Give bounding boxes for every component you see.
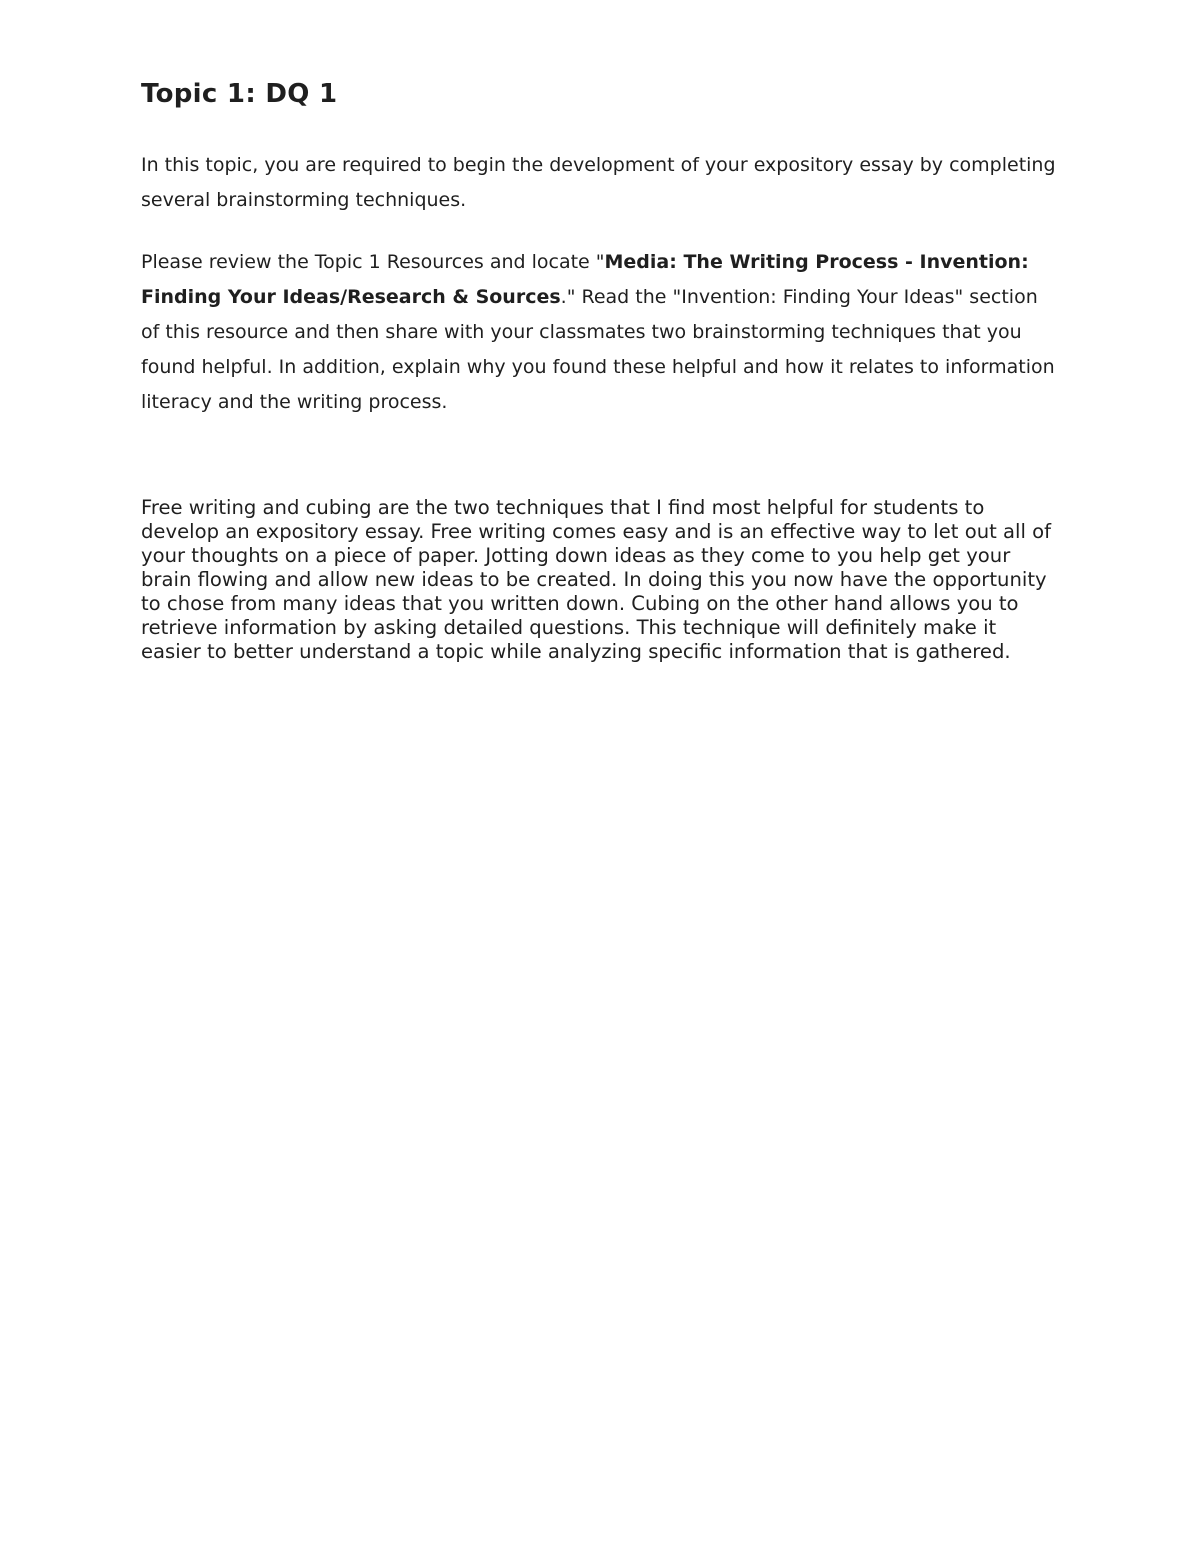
document-page (141, 78, 1061, 664)
instructions-text-start: Please review the Topic 1 Resources and locate " (141, 251, 605, 273)
page-title: Topic 1: DQ 1 (141, 79, 338, 109)
instructions-text-end: ." Read the "Invention: Finding Your Ideas" section of this resource and then share with your classmates two brainstorming techniques that you found helpful. In addition, explain why you found these helpful and how it relates to information literacy and the writing process. (141, 286, 1055, 413)
resource-title: Media: The Writing Process - Invention: Finding Your Ideas/Research & Sources (141, 251, 1029, 308)
instructions-paragraph (141, 245, 1061, 420)
response-paragraph: Free writing and cubing are the two techniques that I find most helpful for students to develop an expository essay. Free writing comes easy and is an effective way to let out all of your thoughts on a piece of paper. Jotting down ideas as they come to you help get your brain flowing and allow new ideas to be created. In doing this you now have the opportunity to chose from many ideas that you written down. Cubing on the other hand allows you to retrieve information by asking detailed questions. This technique will definitely make it easier to better understand a topic while analyzing specific information that is gathered. (141, 496, 1052, 663)
intro-paragraph: In this topic, you are required to begin the development of your expository essay by completing several brainstorming techniques. (141, 154, 1056, 211)
